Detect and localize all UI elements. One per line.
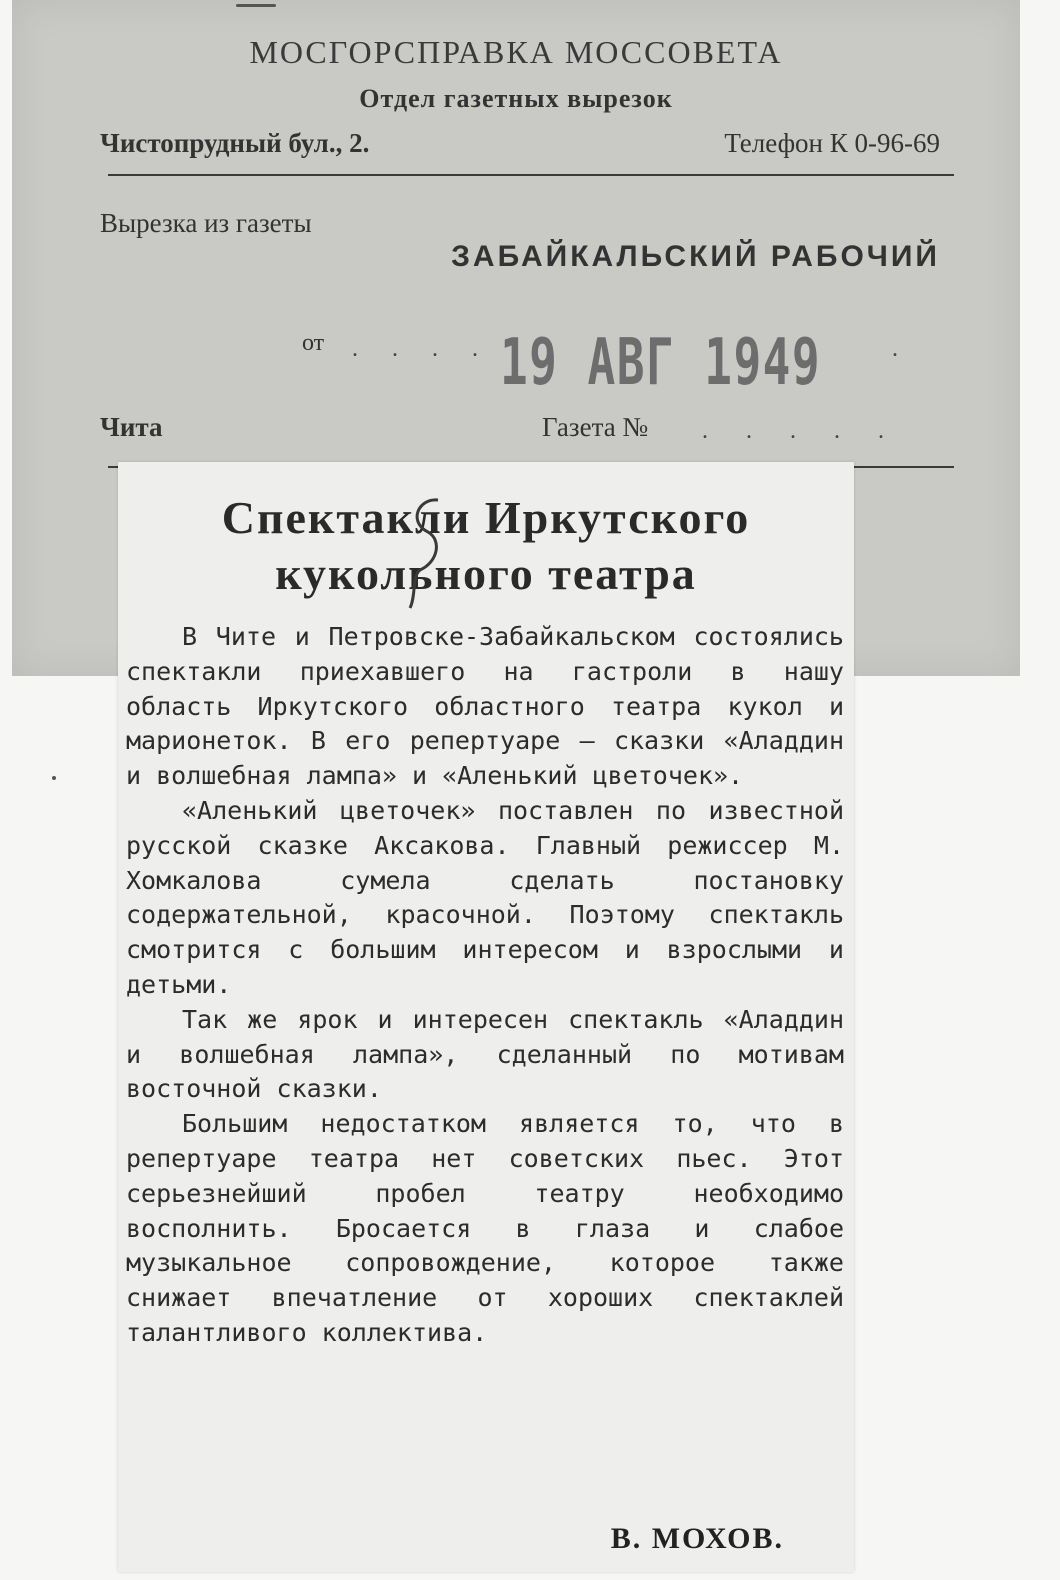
newspaper-name: ЗАБАЙКАЛЬСКИЙ РАБОЧИЙ — [451, 240, 940, 273]
newspaper-clipping — [118, 462, 854, 1572]
headline-line-2: кукольного театра — [275, 548, 697, 599]
article-headline — [118, 490, 854, 602]
headline-line-1: Спектакли Иркутского — [221, 492, 751, 543]
scan-speck — [52, 776, 56, 780]
issue-number-label: Газета № — [542, 412, 649, 442]
date-stamp: 19 АВГ 1949 — [500, 326, 822, 400]
date-fill-dots-end: . — [892, 336, 898, 362]
article-paragraph: В Чите и Петровске-Забайкальском состоялись спектакли приехавшего на гастроли в нашу область Иркутского областного театра кукол и марионеток. В его репертуаре — сказки «Аладдин и волшебная лампа» и «Аленький цветочек». — [126, 622, 844, 791]
pencil-mark-icon — [398, 492, 458, 612]
article-signature: В. МОХОВ. — [610, 1522, 784, 1555]
article-body — [126, 620, 844, 1351]
department-name: Отдел газетных вырезок — [359, 84, 673, 113]
bureau-phone: Телефон К 0-96-69 — [724, 128, 940, 158]
scan-speck — [236, 4, 276, 7]
city-name: Чита — [100, 412, 163, 442]
bureau-address: Чистопрудный бул., 2. — [100, 128, 370, 158]
date-fill-dots: . . . . — [352, 336, 492, 362]
organization-name: МОСГОРСПРАВКА МОССОВЕТА — [249, 34, 783, 70]
issue-fill-dots: . . . . . — [702, 418, 900, 444]
date-label: от — [302, 330, 325, 356]
clipping-from-label: Вырезка из газеты — [100, 208, 312, 238]
article-paragraph: «Аленький цветочек» поставлен по известной русской сказке Аксакова. Главный режиссер М. Хомкалова сумела сделать постановку содержательной, красочной. Поэтому спектакль смотрится с большим интересом и взрослыми и детьми. — [126, 795, 844, 999]
article-paragraph: Так же ярок и интересен спектакль «Аладдин и волшебная лампа», сделанный по мотивам восточной сказки. — [126, 1004, 844, 1104]
letterhead-divider — [108, 174, 954, 176]
article-paragraph: Большим недостатком является то, что в репертуаре театра нет советских пьес. Этот серьезнейший пробел театру необходимо восполнить. Бросается в глаза и слабое музыкальное сопровождение, которое также снижает впечатление от хороших спектаклей талантливого коллектива. — [126, 1109, 844, 1347]
